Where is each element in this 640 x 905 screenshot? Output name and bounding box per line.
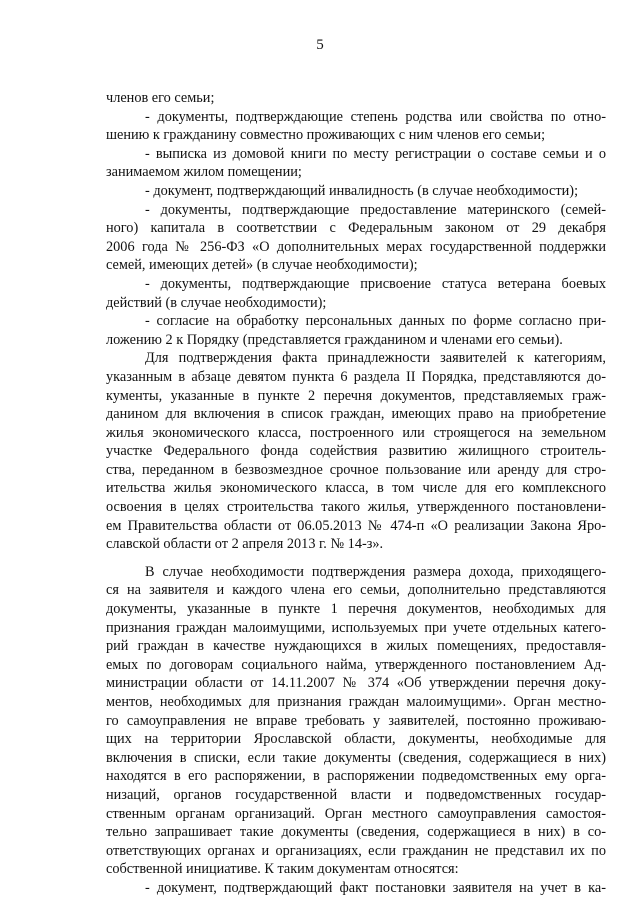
text-line: - выписка из домовой книги по месту регистрации о составе семьи и о [145,145,606,162]
text-line: признания граждан малоимущими, используемых при учете отдельных катего- [106,619,606,636]
text-line: емых по договорам социального найма, утвержденного постановлением Ад- [106,656,606,673]
text-line: В случае необходимости подтверждения размера дохода, приходящего- [145,563,606,580]
text-line: шению к гражданину совместно проживающих с ним членов его семьи; [106,127,546,144]
text-line: ответствующих органах и организациях, если гражданин не представил их по [106,842,606,859]
text-line: жилья экономического класса, построенного или строящегося на земельном [106,424,606,441]
text-line: семей, имеющих детей» (в случае необходимости); [106,257,418,274]
text-line: собственной инициативе. К таким документам относятся: [106,861,459,878]
text-line: освоения в целях строительства такого жилья, утвержденного постановлени- [106,499,606,516]
text-line: - документы, подтверждающие предоставление материнского (семей- [145,201,606,218]
text-line: ем Правительства области от 06.05.2013 № 474-п «О реализации Закона Яро- [106,517,606,534]
text-line: - документ, подтверждающий инвалидность (в случае необходимости); [145,182,579,199]
text-line: министрации области от 14.11.2007 № 374 «Об утверждении перечня доку- [106,675,606,692]
text-line: Для подтверждения факта принадлежности заявителей к категориям, [145,350,606,367]
text-line: ства, переданном в безвозмездное срочное пользование или аренду для стро- [106,461,606,478]
text-line: рий граждан в качестве нуждающихся в жилых помещениях, предоставля- [106,638,606,655]
text-line: ного) капитала в соответствии с Федеральным законом от 29 декабря [106,220,606,237]
text-line: - документы, подтверждающие степень родства или свойства по отно- [145,108,606,125]
text-line: занимаемом жилом помещении; [106,164,302,181]
text-line: славской области от 2 апреля 2013 г. № 14-з». [106,536,384,553]
text-line: 2006 года № 256-ФЗ «О дополнительных мерах государственной поддержки [106,238,606,255]
text-line: тельно запрашивает такие документы (сведения, содержащиеся в них) в со- [106,824,606,841]
text-line: указанным в абзаце девятом пункта 6 раздела II Порядка, представляются до- [106,368,606,385]
text-line: низаций, органов государственной власти и подведомственных государ- [106,786,606,803]
text-line: ложению 2 к Порядку (представляется гражданином и членами его семьи). [106,331,563,348]
text-line: - документ, подтверждающий факт постановки заявителя на учет в ка- [145,879,606,896]
text-line: включения в списки, если такие документы (сведения, содержащиеся в них) [106,749,606,766]
text-line: ственным органам организаций. Орган местного самоуправления самостоя- [106,805,606,822]
text-line: участке Федерального фонда содействия развитию жилищного строитель- [106,443,606,460]
text-line: ительства жилья экономического класса, в том числе для его комплексного [106,480,606,497]
text-line: документы, указанные в пункте 1 перечня документов, необходимых для [106,601,606,618]
page-number: 5 [316,37,324,53]
text-line: находятся в его распоряжении, в распоряжении подведомственных ему орга- [106,768,606,785]
text-line: действий (в случае необходимости); [106,294,327,311]
text-line: членов его семьи; [106,90,215,106]
text-line: данином для включения в список граждан, имеющих право на приобретение [106,406,606,423]
text-line: - согласие на обработку персональных данных по форме согласно при- [145,313,606,330]
paragraph-gap [106,554,606,563]
text-line: - документы, подтверждающие присвоение статуса ветерана боевых [145,275,606,292]
document-body [106,89,606,898]
text-line: ментов, необходимых для признания граждан малоимущими». Орган местно- [106,694,606,710]
text-line: кументы, указанные в пункте 2 перечня документов, представляемых граж- [106,387,606,404]
text-line: ся на заявителя и каждого члена его семьи, дополнительно представляются [106,582,606,599]
text-line: щих на территории Ярославской области, документы, необходимые для [106,731,606,748]
text-line: го самоуправления не вправе требовать у заявителей, постоянно проживаю- [106,712,606,729]
